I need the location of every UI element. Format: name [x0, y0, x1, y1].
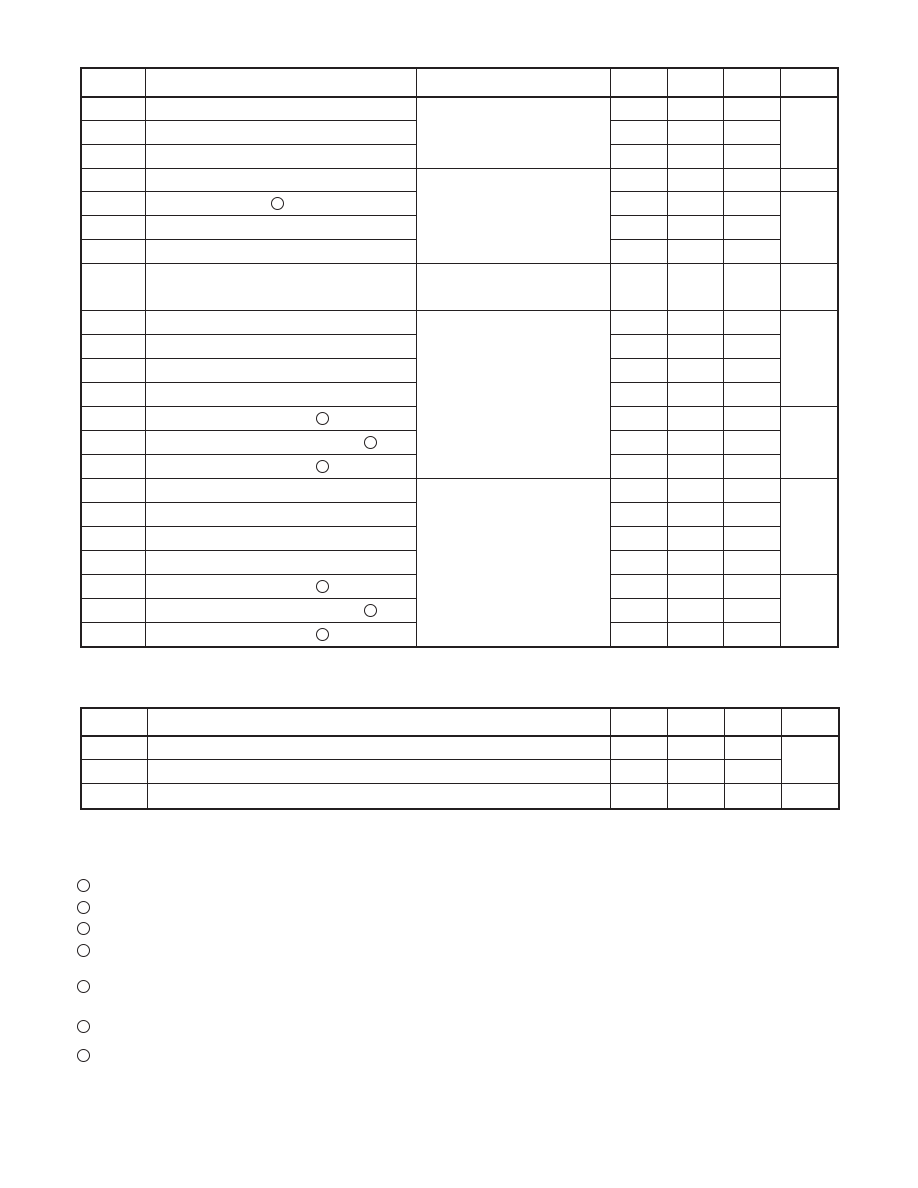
- table-cell: [611, 121, 668, 145]
- header-cell-parameter: [148, 709, 611, 736]
- table-cell: [668, 335, 724, 359]
- table-cell-conditions: [417, 97, 611, 169]
- table-cell: [82, 335, 146, 359]
- table-cell: [611, 145, 668, 169]
- table-cell: [146, 359, 417, 383]
- spec-table-secondary: [81, 708, 839, 809]
- table-cell: [146, 479, 417, 503]
- table-cell-unit: [781, 479, 838, 575]
- table-cell: [668, 121, 724, 145]
- table-cell: [82, 479, 146, 503]
- table-cell: [724, 383, 781, 407]
- table-cell: [146, 311, 417, 335]
- header-cell-max: [725, 709, 782, 736]
- header-cell-unit: [781, 69, 838, 97]
- table-cell: [82, 145, 146, 169]
- table-row: [82, 760, 839, 784]
- table-cell: [611, 335, 668, 359]
- table-cell-unit: [781, 97, 838, 169]
- table-cell: [146, 383, 417, 407]
- table-cell: [611, 736, 668, 760]
- table-cell: [668, 145, 724, 169]
- table-cell: [724, 551, 781, 575]
- table-cell: [724, 169, 781, 192]
- table-cell: [724, 192, 781, 216]
- table-cell: [82, 192, 146, 216]
- table-cell: [82, 216, 146, 240]
- table-cell: [725, 760, 782, 784]
- table-row: [82, 479, 838, 503]
- header-cell-parameter: [146, 69, 417, 97]
- table-cell: [148, 784, 611, 809]
- table-cell: [611, 97, 668, 121]
- table-cell-unit: [781, 169, 838, 192]
- header-cell-unit: [782, 709, 839, 736]
- table-cell: [724, 97, 781, 121]
- table-cell: [668, 192, 724, 216]
- table-cell: [724, 599, 781, 623]
- table-cell-unit: [782, 784, 839, 809]
- table-cell: [82, 784, 148, 809]
- table-cell: [668, 503, 724, 527]
- table-row: [82, 736, 839, 760]
- circle-marker-icon: [316, 628, 329, 641]
- table-cell: [724, 575, 781, 599]
- table-cell-unit: [781, 407, 838, 479]
- circle-marker-icon: [316, 412, 329, 425]
- table-cell: [611, 216, 668, 240]
- table-cell: [724, 240, 781, 264]
- table-cell: [146, 575, 417, 599]
- table-cell: [611, 359, 668, 383]
- table-cell: [611, 503, 668, 527]
- circle-marker-icon: [316, 580, 329, 593]
- table-cell-conditions: [417, 264, 611, 311]
- table-cell: [611, 784, 668, 809]
- table-cell: [146, 145, 417, 169]
- table-cell-unit: [781, 264, 838, 311]
- table-cell: [82, 760, 148, 784]
- table-cell: [82, 623, 146, 647]
- table-cell: [148, 736, 611, 760]
- table-cell: [82, 599, 146, 623]
- table-cell: [611, 169, 668, 192]
- table-cell: [146, 97, 417, 121]
- table-cell: [668, 479, 724, 503]
- table-cell: [724, 503, 781, 527]
- header-cell-symbol: [82, 709, 148, 736]
- table-cell: [668, 623, 724, 647]
- table-cell: [724, 407, 781, 431]
- table-cell: [725, 736, 782, 760]
- table-cell: [146, 192, 417, 216]
- table-cell: [611, 479, 668, 503]
- table-cell: [611, 311, 668, 335]
- table-cell: [146, 431, 417, 455]
- table-cell: [668, 311, 724, 335]
- table-cell: [668, 169, 724, 192]
- table-cell-unit: [781, 192, 838, 264]
- header-cell-min: [611, 69, 668, 97]
- table-cell: [724, 216, 781, 240]
- table-cell: [668, 527, 724, 551]
- circle-marker-icon: [271, 197, 284, 210]
- table-cell: [611, 623, 668, 647]
- table-cell: [668, 784, 725, 809]
- table-cell: [146, 551, 417, 575]
- table-cell: [611, 264, 668, 311]
- header-cell-typ: [668, 709, 725, 736]
- table-cell: [668, 431, 724, 455]
- table-header-row: [82, 69, 838, 97]
- table-cell: [82, 311, 146, 335]
- table-cell: [611, 383, 668, 407]
- table-cell: [611, 407, 668, 431]
- table-cell: [611, 431, 668, 455]
- table-cell: [82, 455, 146, 479]
- table-cell: [724, 431, 781, 455]
- table-cell: [82, 169, 146, 192]
- table-cell-unit: [781, 575, 838, 647]
- table-cell: [82, 264, 146, 311]
- circle-marker-icon: [316, 460, 329, 473]
- table-cell: [82, 527, 146, 551]
- table-cell: [82, 97, 146, 121]
- table-cell: [668, 407, 724, 431]
- table-cell: [146, 623, 417, 647]
- table-cell-unit: [782, 736, 839, 784]
- table-cell: [668, 736, 725, 760]
- table-cell: [611, 192, 668, 216]
- circle-marker-icon: [77, 1049, 90, 1062]
- table-cell: [724, 311, 781, 335]
- table-cell: [724, 121, 781, 145]
- table-cell: [82, 359, 146, 383]
- table-cell: [611, 760, 668, 784]
- table-cell: [611, 599, 668, 623]
- header-cell-min: [611, 709, 668, 736]
- table-cell: [611, 575, 668, 599]
- table-cell: [146, 455, 417, 479]
- table-cell: [148, 760, 611, 784]
- table-cell: [724, 527, 781, 551]
- table-cell: [724, 479, 781, 503]
- table-cell: [82, 240, 146, 264]
- table-cell: [82, 503, 146, 527]
- table-cell: [146, 240, 417, 264]
- circle-marker-icon: [77, 1020, 90, 1033]
- table-cell: [146, 407, 417, 431]
- table-cell: [725, 784, 782, 809]
- table-cell: [668, 383, 724, 407]
- table-cell: [668, 760, 725, 784]
- table-cell: [82, 383, 146, 407]
- circle-marker-icon: [77, 922, 90, 935]
- table-cell: [668, 240, 724, 264]
- table-cell: [668, 599, 724, 623]
- table-cell: [724, 455, 781, 479]
- circle-marker-icon: [77, 901, 90, 914]
- table-cell: [668, 551, 724, 575]
- table-cell: [146, 264, 417, 311]
- table-cell: [611, 240, 668, 264]
- table-cell: [82, 551, 146, 575]
- table-cell: [146, 335, 417, 359]
- table-cell: [611, 455, 668, 479]
- table-cell: [82, 407, 146, 431]
- spec-table-main: [81, 68, 838, 647]
- table-cell-conditions: [417, 479, 611, 647]
- table-cell-conditions: [417, 169, 611, 264]
- table-cell: [146, 527, 417, 551]
- header-cell-symbol: [82, 69, 146, 97]
- table-cell: [668, 359, 724, 383]
- table-cell: [146, 503, 417, 527]
- table-cell: [668, 264, 724, 311]
- table-row: [82, 97, 838, 121]
- table-row: [82, 169, 838, 192]
- table-cell: [146, 169, 417, 192]
- circle-marker-icon: [77, 944, 90, 957]
- table-row: [82, 264, 838, 311]
- circle-marker-icon: [364, 604, 377, 617]
- table-cell: [724, 145, 781, 169]
- table-cell: [724, 335, 781, 359]
- table-cell: [82, 121, 146, 145]
- table-row: [82, 311, 838, 335]
- table-cell: [668, 575, 724, 599]
- table-cell: [668, 97, 724, 121]
- table-cell: [611, 527, 668, 551]
- table-cell: [146, 216, 417, 240]
- circle-marker-icon: [77, 879, 90, 892]
- table-cell: [611, 551, 668, 575]
- header-cell-conditions: [417, 69, 611, 97]
- table-cell: [146, 121, 417, 145]
- table-header-row: [82, 709, 839, 736]
- table-cell: [82, 431, 146, 455]
- circle-marker-icon: [364, 436, 377, 449]
- header-cell-max: [724, 69, 781, 97]
- table-cell: [146, 599, 417, 623]
- table-cell: [668, 455, 724, 479]
- table-cell-unit: [781, 311, 838, 407]
- table-cell: [724, 623, 781, 647]
- header-cell-typ: [668, 69, 724, 97]
- table-cell: [82, 575, 146, 599]
- table-cell: [82, 736, 148, 760]
- circle-marker-icon: [77, 980, 90, 993]
- table-cell: [724, 264, 781, 311]
- table-row: [82, 784, 839, 809]
- table-cell: [724, 359, 781, 383]
- table-cell-conditions: [417, 311, 611, 479]
- table-cell: [668, 216, 724, 240]
